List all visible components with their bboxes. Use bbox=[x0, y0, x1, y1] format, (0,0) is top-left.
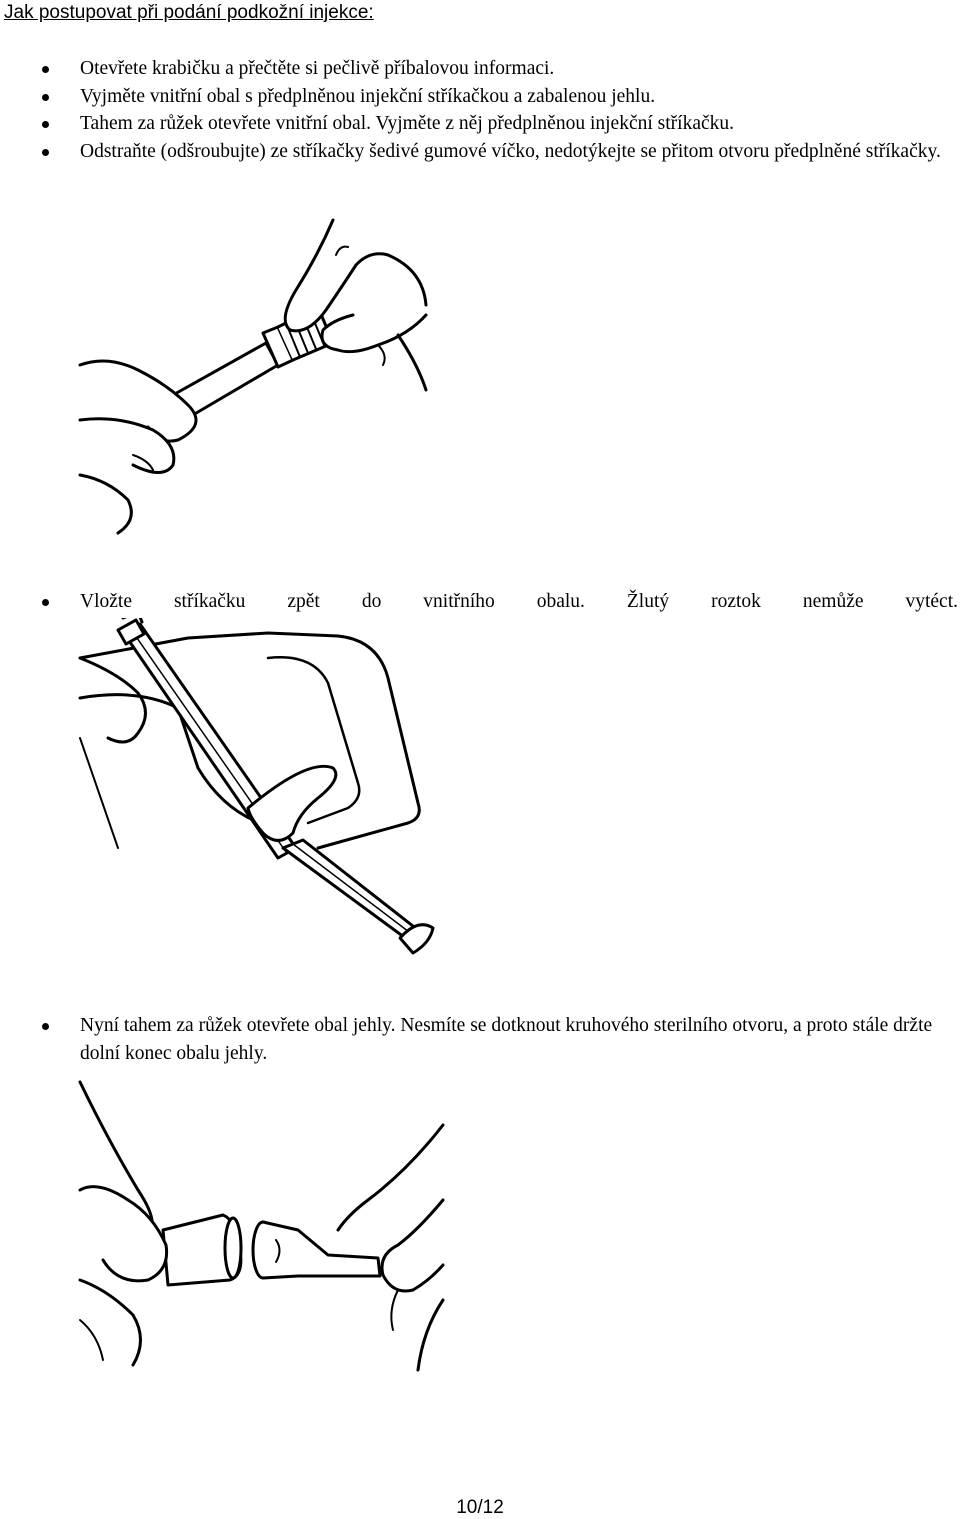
bullet-icon bbox=[42, 66, 49, 73]
bullet-icon bbox=[42, 1023, 49, 1030]
bullet-icon bbox=[42, 599, 49, 606]
step-remove-inner-pack: Vyjměte vnitřní obal s předplněnou injekční stříkačkou a zabalenou jehlu. bbox=[0, 83, 960, 111]
step-return-syringe: Vložte stříkačku zpět do vnitřního obalu. Žlutý roztok nemůže vytéct. bbox=[0, 588, 960, 616]
illustration-syringe-in-pack bbox=[78, 618, 438, 963]
page-heading: Jak postupovat při podání podkožní injekce: bbox=[4, 2, 374, 23]
page-number: 10/12 bbox=[456, 1497, 504, 1518]
step-open-needle-pack: Nyní tahem za růžek otevřete obal jehly. Nesmíte se dotknout kruhového sterilního otvoru, a proto stále držte dolní konec obalu jehly. bbox=[0, 1012, 960, 1067]
bullet-icon bbox=[42, 149, 49, 156]
bullet-icon bbox=[42, 94, 49, 101]
steps-list-bottom bbox=[0, 1012, 960, 1067]
illustration-remove-cap bbox=[78, 215, 428, 535]
bullet-icon bbox=[42, 121, 49, 128]
steps-list-top bbox=[0, 55, 960, 165]
step-open-box: Otevřete krabičku a přečtěte si pečlivě příbalovou informaci. bbox=[0, 55, 960, 83]
illustration-open-needle-pack bbox=[78, 1080, 446, 1380]
step-open-inner-pack: Tahem za růžek otevřete vnitřní obal. Vyjměte z něj předplněnou injekční stříkačku. bbox=[0, 110, 960, 138]
step-remove-cap: Odstraňte (odšroubujte) ze stříkačky šedivé gumové víčko, nedotýkejte se přitom otvoru předplněné stříkačky. bbox=[0, 138, 960, 166]
steps-list-middle bbox=[0, 588, 960, 616]
